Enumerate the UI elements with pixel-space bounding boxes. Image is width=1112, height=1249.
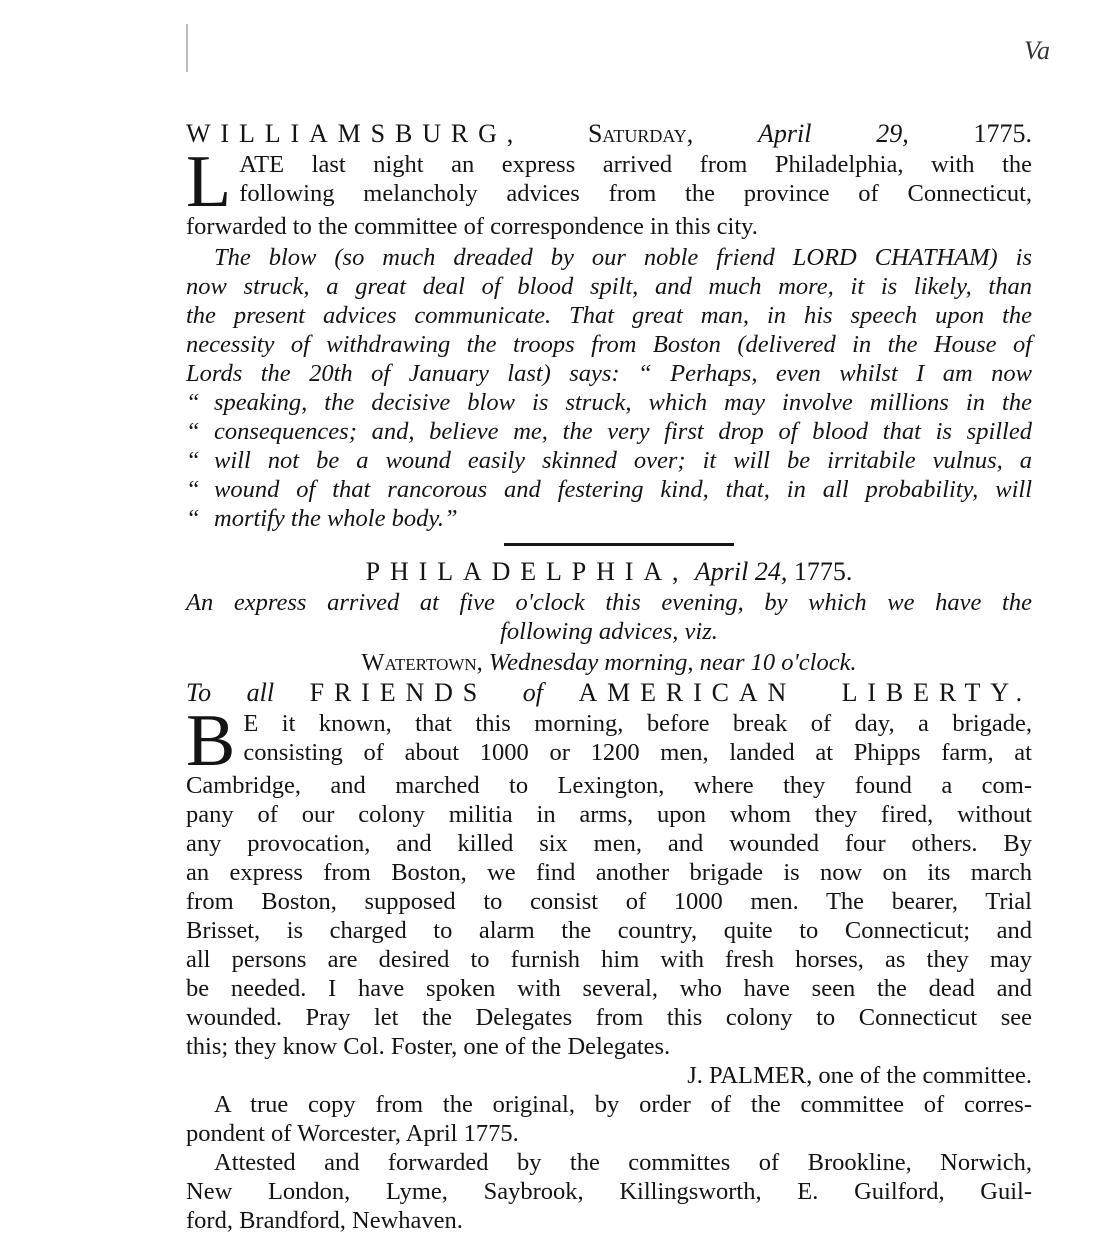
document-body [186, 118, 1032, 1235]
address-of: of [522, 678, 543, 707]
text-line: wounded. Pray let the Delegates from this colony to Connecticut see [186, 1004, 1032, 1031]
quote-text: wound of that rancorous and festering kind, that, in all probability, will [214, 476, 1032, 503]
letter-opening [186, 709, 1032, 771]
letter-body [186, 771, 1032, 1061]
address-to-all: To all [186, 678, 275, 707]
text-line: New London, Lyme, Saybrook, Killingsworth, E. Guilford, Guil- [186, 1178, 1032, 1205]
text-line: pany of our colony militia in arms, upon whom they fired, without [186, 801, 1032, 828]
quote-line [186, 475, 1032, 504]
watertown-place: Watertown, [361, 649, 483, 676]
philadelphia-intro [186, 588, 1032, 646]
williamsburg-paragraph-2 [186, 243, 1032, 533]
text-line: this; they know Col. Foster, one of the Delegates. [186, 1033, 671, 1060]
quote-mark: “ [186, 447, 200, 474]
quote-line [186, 388, 1032, 417]
williamsburg-dateline [186, 118, 1032, 150]
dateline-date: April 29, [758, 119, 909, 148]
dropcap-l: L [186, 150, 232, 212]
dateline-date: April 24, [694, 557, 788, 586]
dateline-place: PHILADELPHIA, [365, 557, 689, 586]
text-line: Attested and forwarded by the committes of Brookline, Norwich, [214, 1149, 1032, 1176]
margin-mark [186, 24, 188, 72]
quote-line [186, 417, 1032, 446]
text-line: from Boston, supposed to consist of 1000 men. The bearer, Trial [186, 888, 1032, 915]
signature: J. PALMER, one of the committee. [687, 1062, 1032, 1089]
text-line: ford, Brandford, Newhaven. [186, 1207, 463, 1234]
text-line: pondent of Worcester, April 1775. [186, 1120, 519, 1147]
quote-line [186, 446, 1032, 475]
text-line: all persons are desired to furnish him with fresh horses, as they may [186, 946, 1032, 973]
text-line: an express from Boston, we find another brigade is now on its march [186, 859, 1032, 886]
text-line: consisting of about 1000 or 1200 men, landed at Phipps farm, at [243, 739, 1032, 766]
section-divider [504, 543, 734, 546]
text-line: Cambridge, and marched to Lexington, where they found a com- [186, 772, 1032, 799]
quote-mark: “ [186, 389, 200, 416]
dropcap-b: B [186, 709, 236, 771]
quote-mark: “ [186, 418, 200, 445]
page-mark: Va [1024, 36, 1050, 65]
quote-mark: “ [186, 476, 200, 503]
text-line: Brisset, is charged to alarm the country, quite to Connecticut; and [186, 917, 1032, 944]
text-line: now struck, a great deal of blood spilt, and much more, it is likely, than [186, 273, 1032, 300]
text-line: necessity of withdrawing the troops from Boston (delivered in the House of [186, 331, 1032, 358]
dateline-day: Saturday, [587, 119, 694, 148]
text-line: following advices, viz. [500, 618, 718, 645]
dateline-place: WILLIAMSBURG, [186, 119, 524, 148]
williamsburg-paragraph-1 [186, 150, 1032, 212]
text-line: be needed. I have spoken with several, who have seen the dead and [186, 975, 1032, 1002]
text-line: An express arrived at five o'clock this evening, by which we have the [186, 589, 1032, 616]
address-friends: FRIENDS [309, 678, 488, 707]
quote-text: mortify the whole body.” [214, 505, 458, 532]
true-copy-paragraph [186, 1090, 1032, 1148]
text-line: forwarded to the committee of correspondence in this city. [186, 213, 758, 240]
philadelphia-dateline [186, 556, 1032, 588]
text-line: following melancholy advices from the province of Connecticut, [239, 180, 1032, 207]
attested-paragraph [186, 1148, 1032, 1235]
dateline-year: 1775. [793, 557, 853, 586]
quote-text: will not be a wound easily skinned over; it will be irritabile vulnus, a [214, 447, 1032, 474]
watertown-time: Wednesday morning, near 10 o'clock. [488, 649, 857, 676]
text-line: E it known, that this morning, before break of day, a brigade, [243, 710, 1032, 737]
text-line: ATE last night an express arrived from Philadelphia, with the [239, 151, 1032, 178]
text-line: the present advices communicate. That great man, in his speech upon the [186, 302, 1032, 329]
watertown-line [186, 648, 1032, 677]
quote-line [186, 504, 1032, 533]
quote-text: consequences; and, believe me, the very first drop of blood that is spilled [214, 418, 1032, 445]
dateline-year: 1775. [973, 119, 1033, 148]
quote-mark: “ [186, 505, 200, 532]
address-line [186, 677, 1032, 709]
quote-text: speaking, the decisive blow is struck, which may involve millions in the [214, 389, 1032, 416]
text-line: any provocation, and killed six men, and wounded four others. By [186, 830, 1032, 857]
address-american-liberty: AMERICAN LIBERTY. [578, 678, 1032, 707]
text-line: The blow (so much dreaded by our noble friend LORD CHATHAM) is [214, 244, 1032, 271]
text-line: A true copy from the original, by order of the committee of corres- [214, 1091, 1032, 1118]
text-line: Lords the 20th of January last) says: “ Perhaps, even whilst I am now [186, 360, 1032, 387]
